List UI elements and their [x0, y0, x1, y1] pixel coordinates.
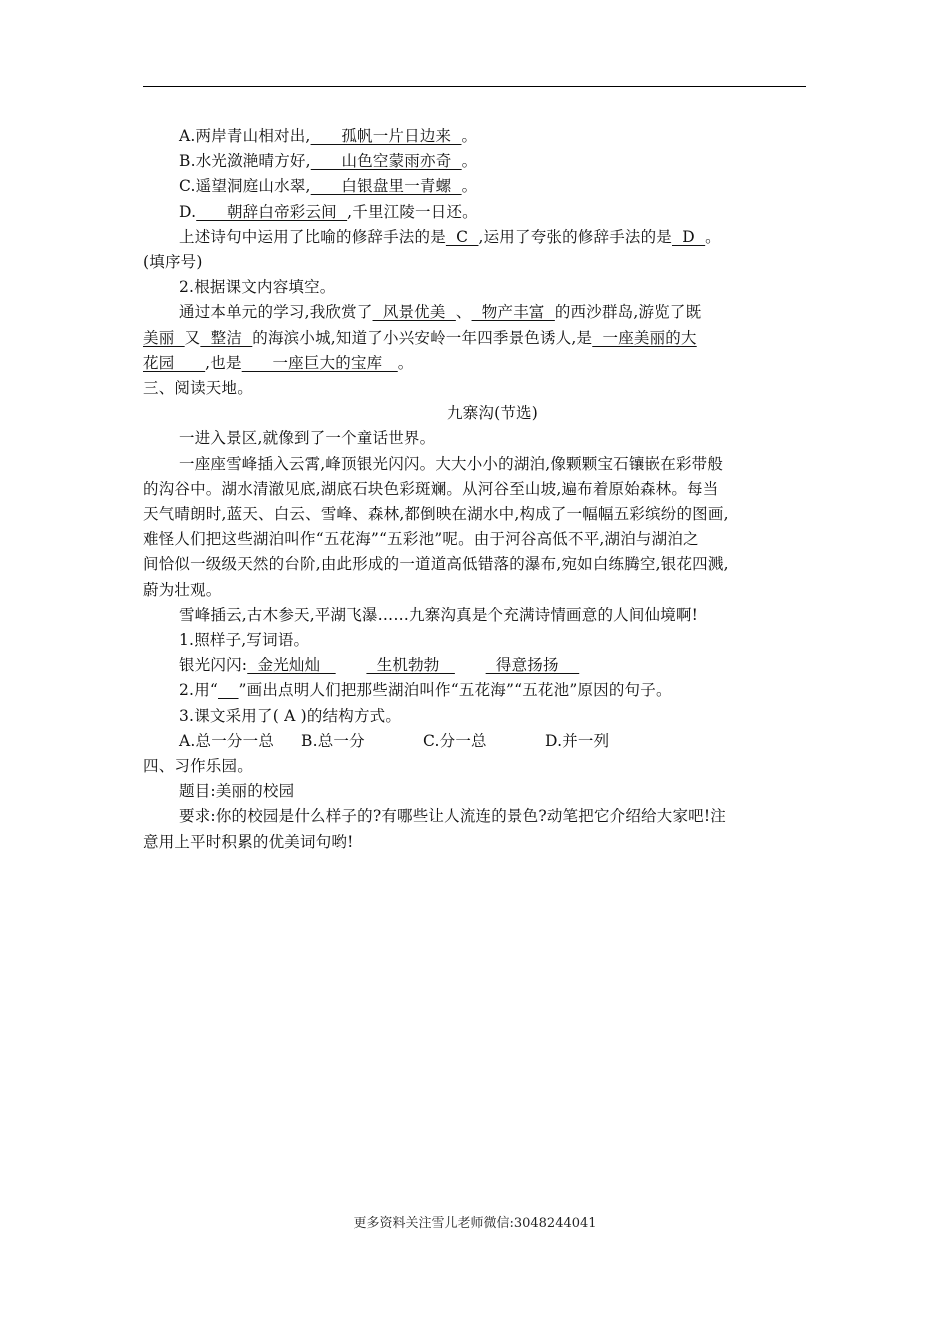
q3r-text-a: 3.课文采用了( [179, 706, 279, 725]
option-b-end: 。 [461, 152, 478, 171]
question-2-line-1 [143, 300, 806, 325]
passage-paragraph-2-line-6: 蔚为壮观。 [143, 580, 222, 599]
option-d-suffix: ,千里江陵一日还。 [347, 202, 478, 221]
summary-end: 。 [705, 227, 721, 246]
reading-question-1-heading: 1.照样子,写词语。 [179, 631, 310, 650]
q2r-text-a: 2.用“ [179, 681, 219, 700]
exaggeration-answer: D [672, 227, 706, 246]
q2-answer-1: 风景优美 [372, 303, 456, 322]
question-2-line-2 [143, 326, 806, 351]
option-c-line [143, 174, 806, 199]
q2r-text-b: ”画出点明人们把那些湖泊叫作“五花海”“五花池”原因的句子。 [238, 681, 672, 700]
option-d-answer: 朝辞白帝彩云间 [196, 202, 348, 221]
option-a-end: 。 [461, 127, 478, 145]
section-3-heading: 三、阅读天地。 [143, 379, 253, 398]
option-c-text: C.遥望洞庭山水翠, [179, 177, 311, 196]
q2-answer-4: 整洁 [200, 328, 253, 347]
q2-text-7: 。 [397, 353, 414, 372]
passage-paragraph-2-line-5: 间恰似一级级天然的台阶,由此形成的一道道高低错落的瀑布,宛如白练腾空,银花四溅, [143, 555, 729, 574]
option-b-line [143, 149, 806, 174]
option-d-line [143, 200, 806, 225]
structure-option-a: A.总一分一总 [179, 731, 275, 750]
q2-answer-2: 物产丰富 [471, 303, 555, 322]
writing-topic: 题目:美丽的校园 [179, 782, 295, 801]
q2-text-3: 的西沙群岛,游览了既 [554, 303, 702, 322]
q2-answer-5-part-1: 一座美丽的大 [592, 328, 697, 347]
fill-note: (填序号) [143, 253, 203, 272]
worksheet-content [143, 124, 806, 855]
writing-requirement-line-2: 意用上平时积累的优美词句哟! [143, 832, 354, 851]
passage-paragraph-2-line-4: 难怪人们把这些湖泊叫作“五花海”“五彩池”呢。由于河谷高低不平,湖泊与湖泊之 [143, 530, 699, 549]
question-2-line-3 [143, 351, 806, 376]
q2-text-5: 的海滨小城,知道了小兴安岭一年四季景色诱人,是 [252, 328, 593, 347]
passage-paragraph-2-line-3: 天气晴朗时,蓝天、白云、雪峰、森林,都倒映在湖水中,构成了一幅幅五彩缤纷的图画, [143, 505, 729, 524]
reading-question-3 [143, 704, 806, 729]
q2-answer-3: 美丽 [143, 328, 185, 347]
passage-paragraph-2-line-1: 一座座雪峰插入云霄,峰顶银光闪闪。大大小小的湖泊,像颗颗宝石镶嵌在彩带般 [179, 454, 724, 473]
option-c-answer: 白银盘里一青螺 [310, 177, 462, 196]
passage-paragraph-3: 雪峰插云,古木参天,平湖飞瀑……九寨沟真是个充满诗情画意的人间仙境啊! [179, 605, 699, 624]
q2-text-2: 、 [455, 303, 472, 322]
metaphor-answer: C [445, 227, 479, 246]
option-a-answer: 孤帆一片日边来 [310, 127, 462, 145]
reading-question-3-options [143, 729, 806, 754]
reading-question-2 [143, 678, 806, 703]
q2r-blank [218, 681, 239, 699]
option-a-text: A.两岸青山相对出, [179, 127, 311, 145]
summary-text-1: 上述诗句中运用了比喻的修辞手法的是 [179, 227, 446, 246]
structure-option-d: D.并一列 [545, 731, 610, 750]
option-b-answer: 山色空蒙雨亦奇 [310, 152, 462, 171]
passage-paragraph-2-line-2: 的沟谷中。湖水清澈见底,湖底石块色彩斑斓。从河谷至山坡,遍布着原始森林。每当 [143, 479, 719, 498]
q2-text-6: ,也是 [205, 353, 242, 372]
passage-paragraph-1: 一进入景区,就像到了一个童话世界。 [179, 429, 436, 448]
word-answer-3: 得意扬扬 [485, 656, 580, 675]
word-answer-2: 生机勃勃 [366, 656, 455, 675]
top-rule [143, 86, 806, 87]
q3r-answer: A [278, 706, 301, 725]
writing-requirement-line-1: 要求:你的校园是什么样子的?有哪些让人流连的景色?动笔把它介绍给大家吧!注 [179, 807, 726, 826]
option-d-text: D. [179, 202, 197, 221]
word-answer-1: 金光灿灿 [247, 656, 336, 675]
q3r-text-b: )的结构方式。 [300, 706, 402, 725]
rhetoric-summary-line [143, 225, 806, 250]
passage-title: 九寨沟(节选) [447, 404, 538, 423]
q2-text-4: 又 [184, 328, 201, 347]
q2-text-1: 通过本单元的学习,我欣赏了 [179, 303, 373, 322]
section-4-heading: 四、习作乐园。 [143, 757, 253, 776]
summary-text-2: ,运用了夸张的修辞手法的是 [478, 227, 673, 246]
q2-answer-5-part-2: 花园 [143, 353, 206, 372]
reading-question-1-answers [143, 653, 806, 678]
structure-option-c: C.分一总 [423, 731, 487, 750]
structure-option-b: B.总一分 [301, 731, 365, 750]
question-2-heading: 2.根据课文内容填空。 [179, 278, 336, 297]
option-b-text: B.水光潋滟晴方好, [179, 152, 311, 171]
option-a-line [143, 124, 806, 149]
option-c-end: 。 [461, 177, 478, 196]
q2-answer-6: 一座巨大的宝库 [241, 353, 398, 372]
footer-note: 更多资料关注雪儿老师微信:3048244041 [353, 1216, 597, 1231]
example-word: 银光闪闪: [179, 656, 248, 675]
